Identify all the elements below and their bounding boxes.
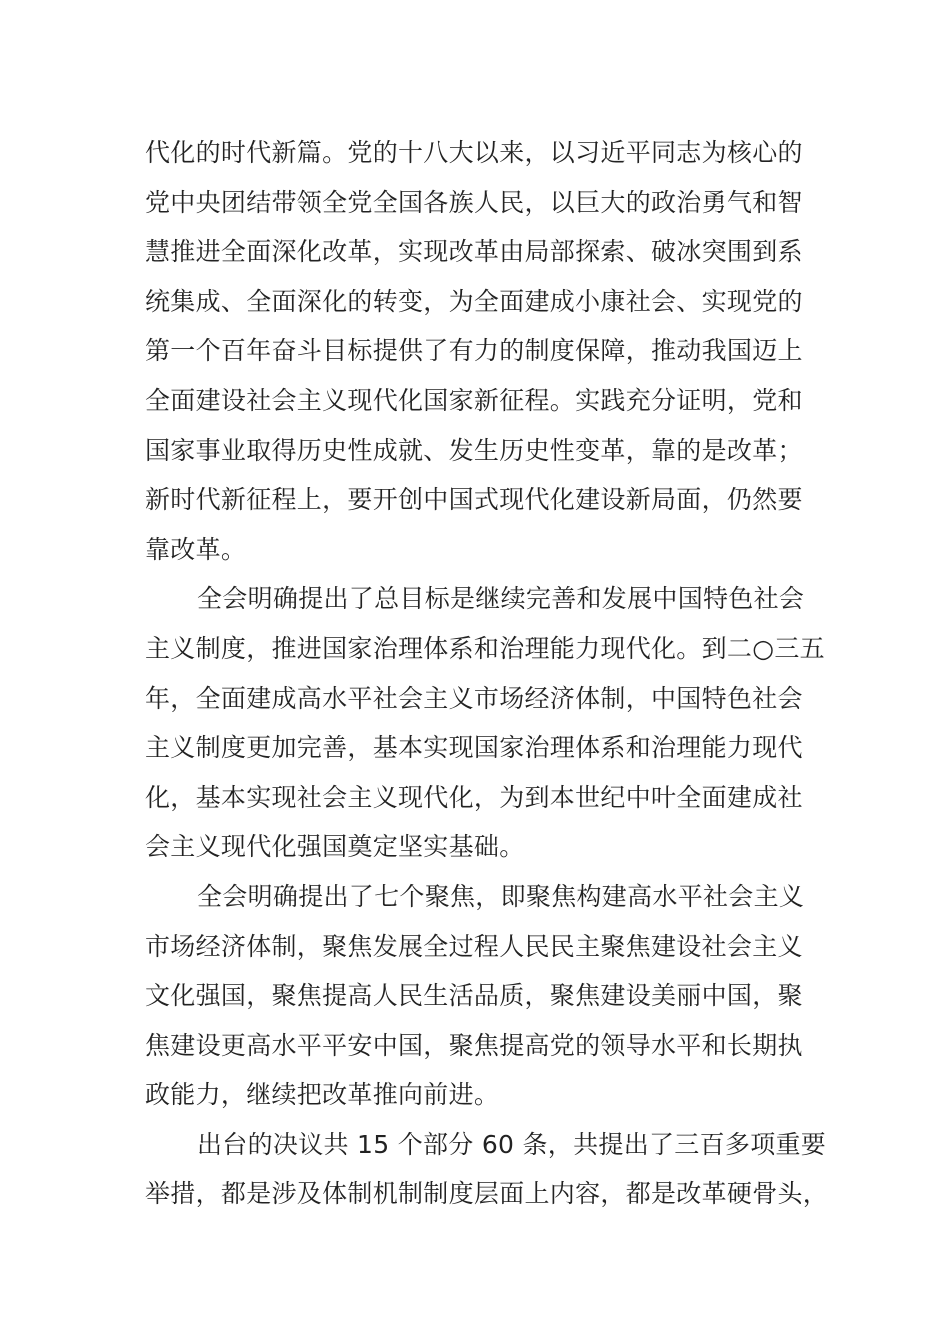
text-line-2: 党中央团结带领全党全国各族人民，以巨大的政治勇气和智 xyxy=(145,187,803,217)
text-line-12: 年，全面建成高水平社会主义市场经济体制，中国特色社会 xyxy=(145,683,803,713)
text-line-9: 靠改革。 xyxy=(145,534,247,564)
text-line-20: 政能力，继续把改革推向前进。 xyxy=(145,1080,500,1110)
text-line-18: 文化强国，聚焦提高人民生活品质，聚焦建设美丽中国，聚 xyxy=(145,981,803,1011)
text-line-15: 会主义现代化强国奠定坚实基础。 xyxy=(145,832,525,862)
text-line-13: 主义制度更加完善，基本实现国家治理体系和治理能力现代 xyxy=(145,733,803,763)
text-line-3: 慧推进全面深化改革，实现改革由局部探索、破冰突围到系 xyxy=(145,237,803,267)
text-line-8: 新时代新征程上，要开创中国式现代化建设新局面，仍然要 xyxy=(145,485,803,515)
document-body xyxy=(145,128,829,1219)
text-line-11: 主义制度，推进国家治理体系和治理能力现代化。到二○三五 xyxy=(145,633,825,663)
text-line-5: 第一个百年奋斗目标提供了有力的制度保障，推动我国迈上 xyxy=(145,336,803,366)
text-line-14: 化，基本实现社会主义现代化，为到本世纪中叶全面建成社 xyxy=(145,782,803,812)
text-line-10: 全会明确提出了总目标是继续完善和发展中国特色社会 xyxy=(197,584,805,614)
text-line-16: 全会明确提出了七个聚焦，即聚焦构建高水平社会主义 xyxy=(197,881,805,911)
text-line-17: 市场经济体制，聚焦发展全过程人民民主聚焦建设社会主义 xyxy=(145,931,803,961)
text-line-7: 国家事业取得历史性成就、发生历史性变革，靠的是改革； xyxy=(145,435,803,465)
text-line-6: 全面建设社会主义现代化国家新征程。实践充分证明，党和 xyxy=(145,385,803,415)
text-line-4: 统集成、全面深化的转变，为全面建成小康社会、实现党的 xyxy=(145,286,803,316)
text-line-1: 代化的时代新篇。党的十八大以来，以习近平同志为核心的 xyxy=(145,138,803,167)
text-line-21: 出台的决议共 15 个部分 60 条，共提出了三百多项重要 xyxy=(197,1129,827,1159)
text-line-22: 举措，都是涉及体制机制制度层面上内容，都是改革硬骨头， xyxy=(145,1179,829,1209)
text-line-19: 焦建设更高水平平安中国，聚焦提高党的领导水平和长期执 xyxy=(145,1030,803,1060)
